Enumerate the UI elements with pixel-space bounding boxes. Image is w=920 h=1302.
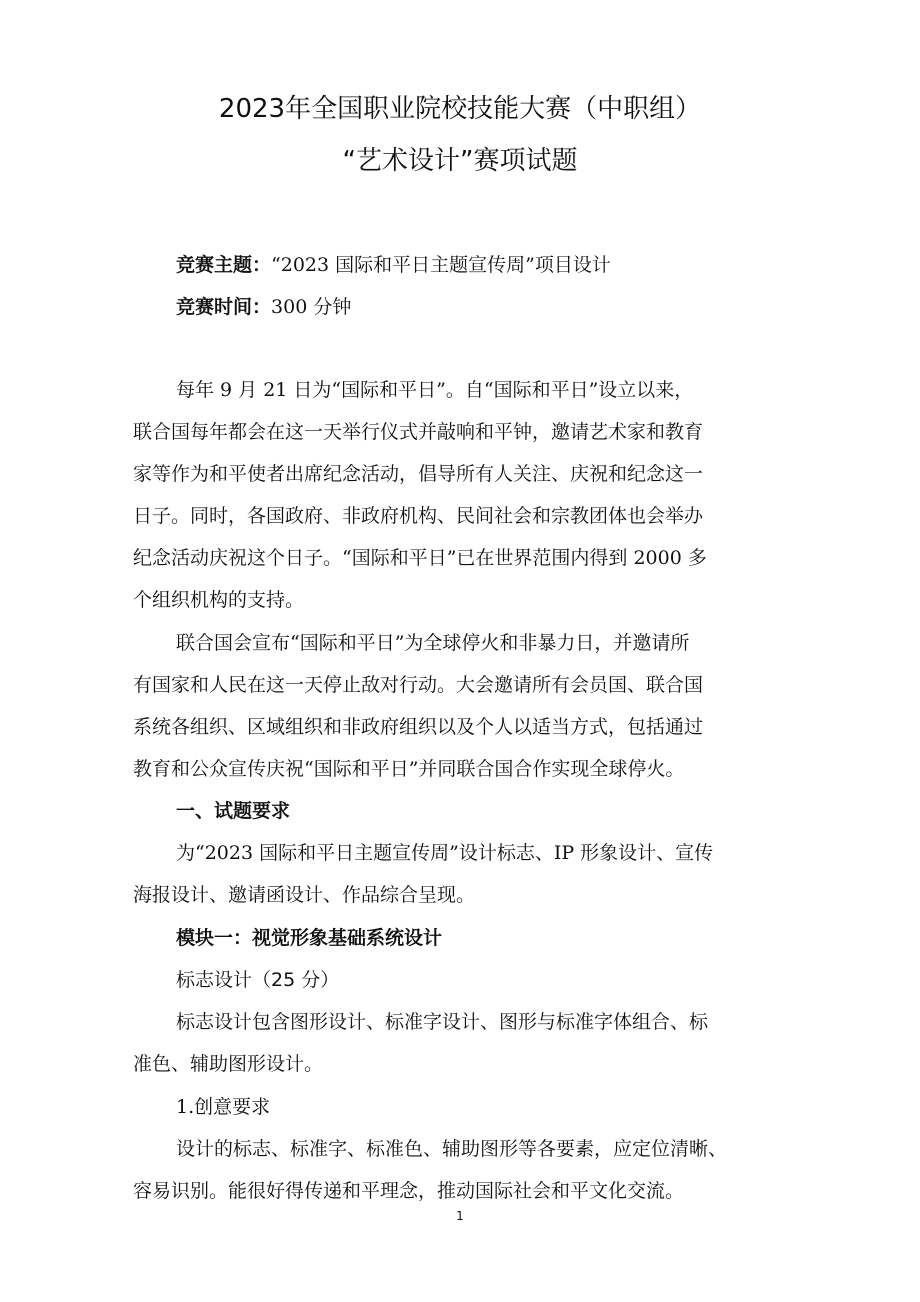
module-heading: 模块一：视觉形象基础系统设计 <box>176 927 443 949</box>
text-line: 准色、辅助图形设计。 <box>133 1053 324 1075</box>
text-line: 系统各组织、区域组织和非政府组织以及个人以适当方式，包括通过 <box>133 716 704 738</box>
text-line: 海报设计、邀请函设计、作品综合呈现。 <box>133 884 476 906</box>
time-value: 300 分钟 <box>271 296 352 318</box>
text-line: 家等作为和平使者出席纪念活动，倡导所有人关注、庆祝和纪念这一 <box>133 463 704 485</box>
text-line: 联合国会宣布“国际和平日”为全球停火和非暴力日，并邀请所 <box>176 632 690 654</box>
text-line: 有国家和人民在这一天停止敌对行动。大会邀请所有会员国、联合国 <box>133 674 704 696</box>
subsection-heading: 标志设计（25 分） <box>176 969 340 991</box>
text-line: 标志设计包含图形设计、标准字设计、图形与标准字体组合、标 <box>176 1011 709 1033</box>
text-line: 每年 9 月 21 日为“国际和平日”。自“国际和平日”设立以来， <box>176 379 694 401</box>
text-line: 纪念活动庆祝这个日子。“国际和平日”已在世界范围内得到 2000 多 <box>133 547 707 569</box>
time-label: 竞赛时间： <box>176 296 272 318</box>
text-line: 设计的标志、标准字、标准色、辅助图形等各要素，应定位清晰、 <box>176 1138 728 1160</box>
text-line: 联合国每年都会在这一天举行仪式并敲响和平钟，邀请艺术家和教育 <box>133 421 704 443</box>
text-line: 个组织机构的支持。 <box>133 589 305 611</box>
page-number: 1 <box>456 1209 464 1223</box>
theme-row <box>176 252 611 278</box>
title-line-1: 2023年全国职业院校技能大赛（中职组） <box>218 94 702 124</box>
title-line-2: “艺术设计”赛项试题 <box>342 146 578 176</box>
text-line: 日子。同时，各国政府、非政府机构、民间社会和宗教团体也会举办 <box>133 505 704 527</box>
text-line: 为“2023 国际和平日主题宣传周”设计标志、IP 形象设计、宣传 <box>176 842 714 864</box>
list-item-heading: 1.创意要求 <box>176 1096 271 1118</box>
time-row <box>176 294 351 320</box>
text-line: 教育和公众宣传庆祝“国际和平日”并同联合国合作实现全球停火。 <box>133 758 685 780</box>
text-line: 容易识别。能很好得传递和平理念，推动国际社会和平文化交流。 <box>133 1180 685 1202</box>
section-heading: 一、试题要求 <box>176 800 291 822</box>
theme-label: 竞赛主题： <box>176 254 272 276</box>
theme-value: “2023 国际和平日主题宣传周”项目设计 <box>271 254 611 276</box>
